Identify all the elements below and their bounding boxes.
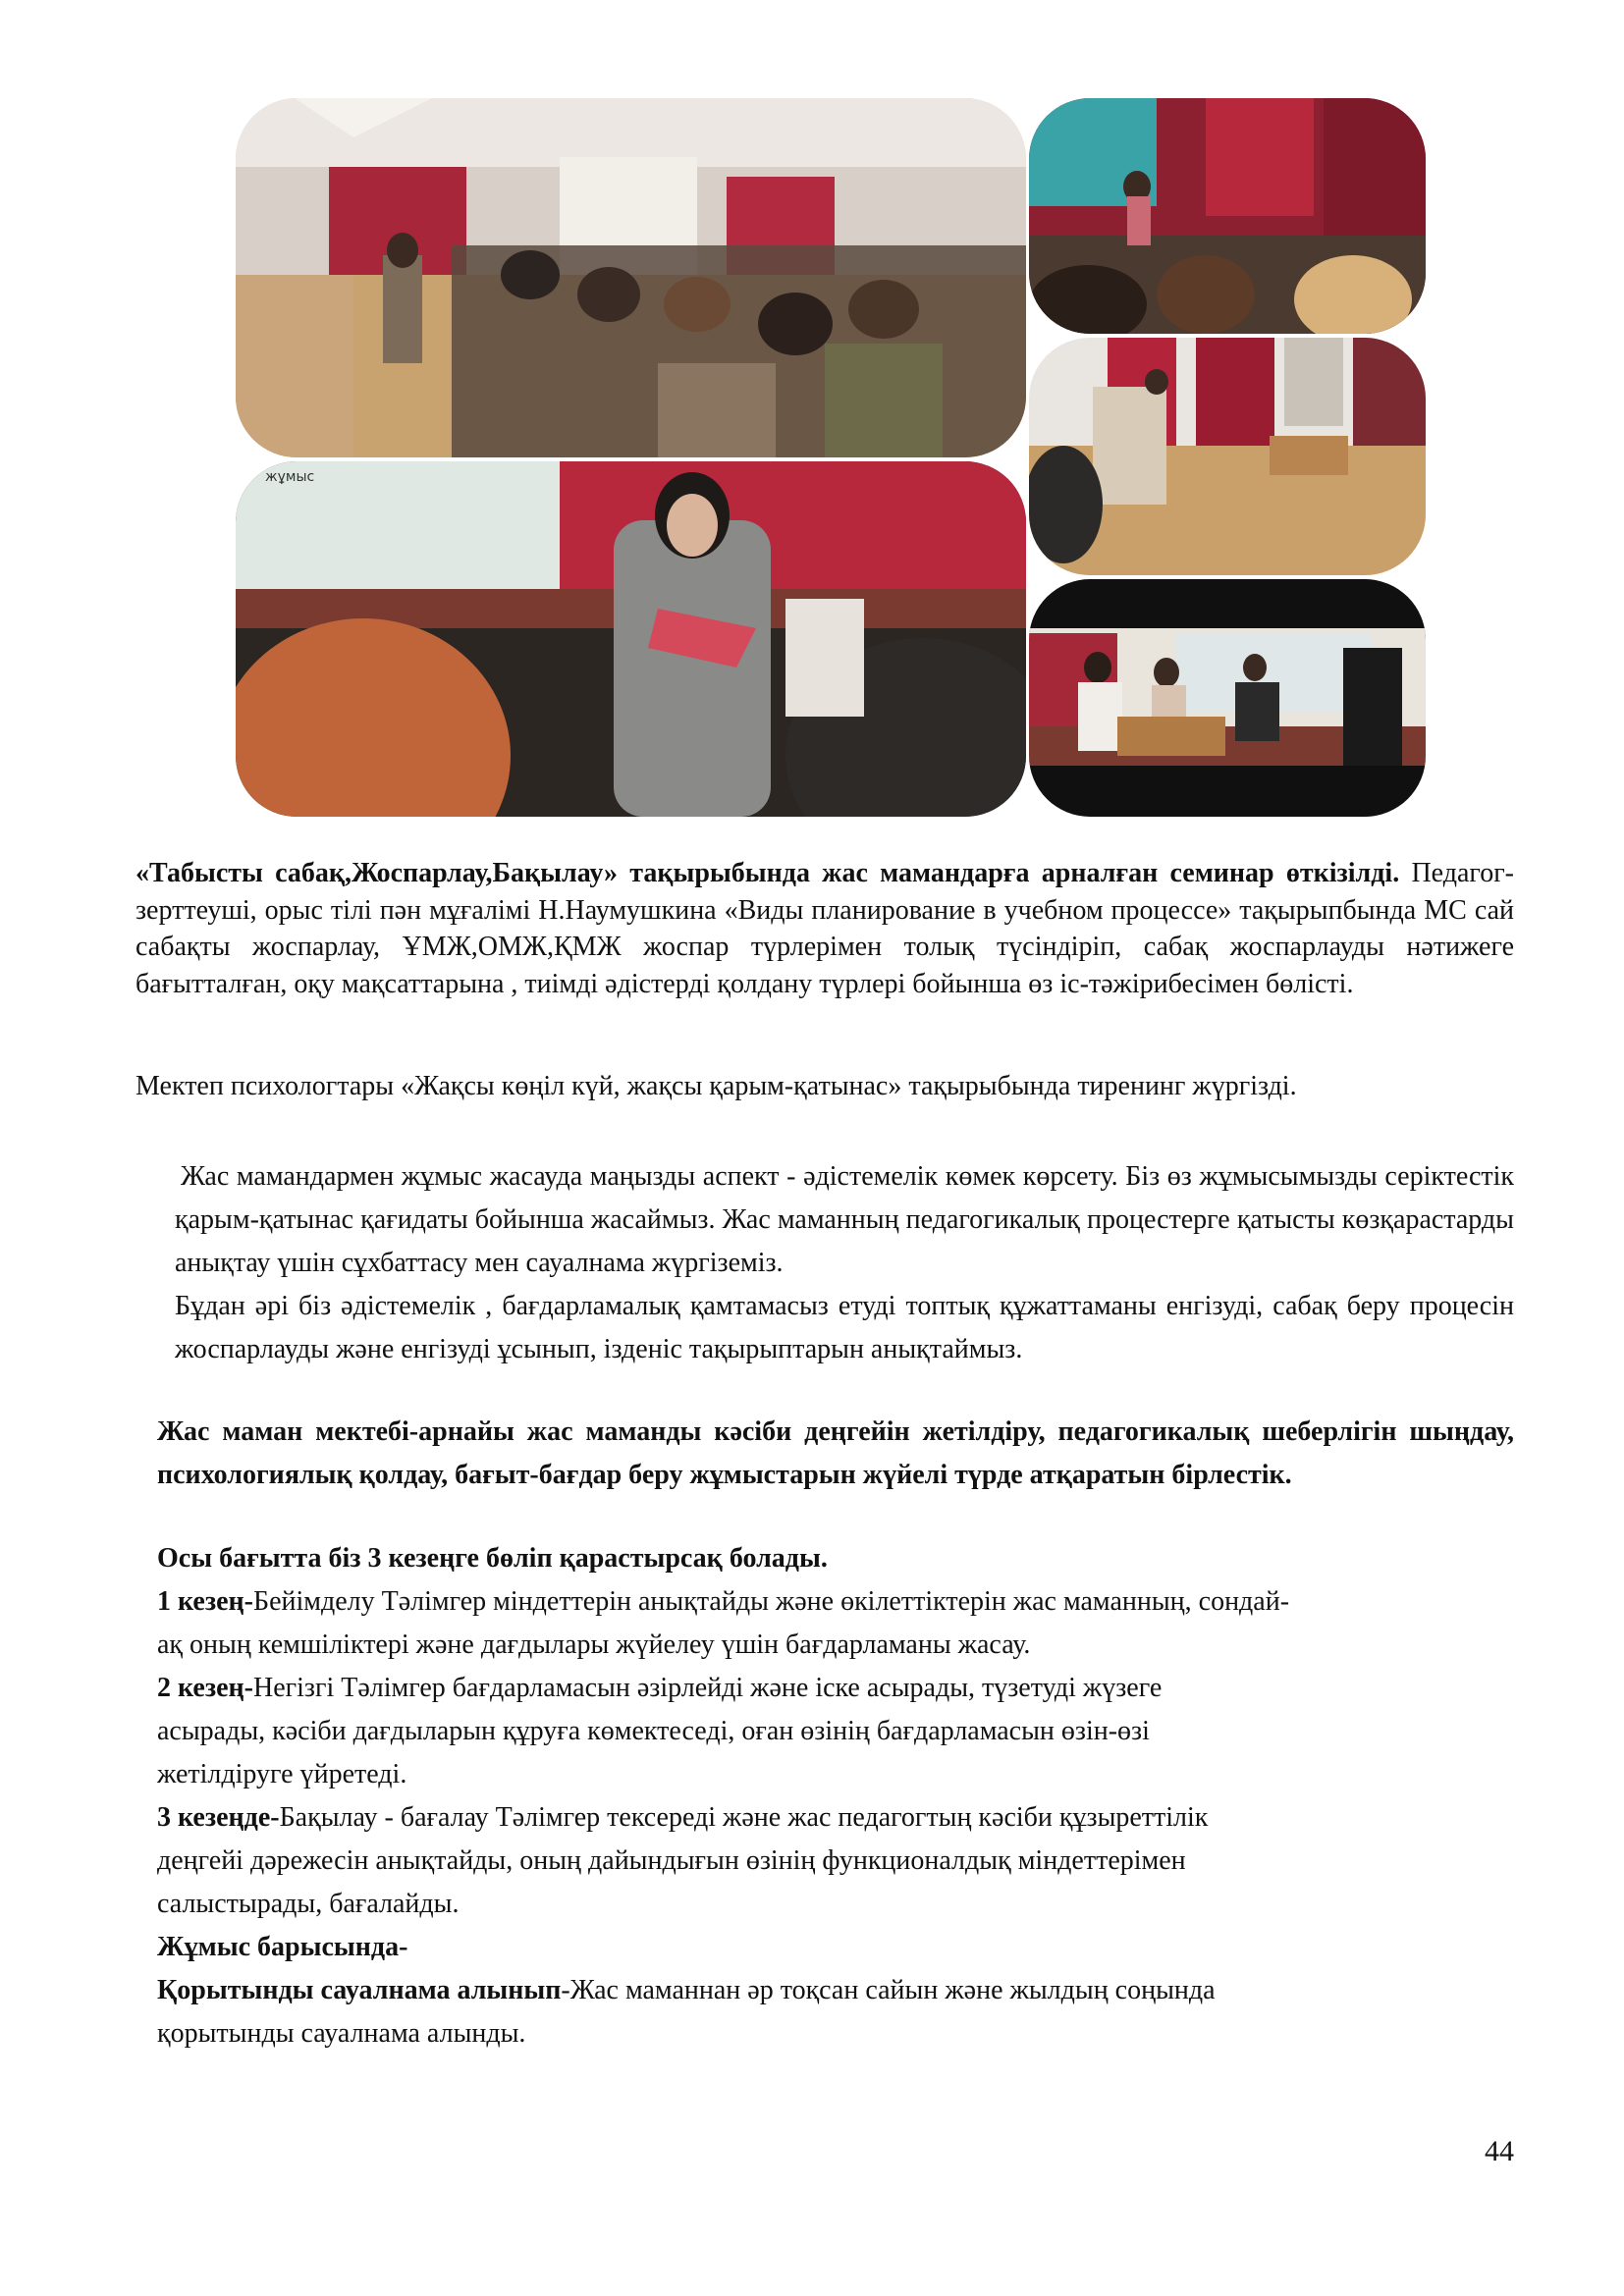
stage3-text-1: Бақылау - бағалау Тәлімгер тексереді және жас педагогтың кәсіби құзыреттілік (279, 1802, 1209, 1833)
page-number: 44 (1485, 2135, 1514, 2167)
methodology-paragraph: Жас мамандармен жұмыс жасауда маңызды аспект - әдістемелік көмек көрсету. Біз өз жұмысымызды серіктестік қарым-қатынас қағидаты бойынша жасаймыз. Жас маманның педагогикалық процестерге қатысты көзқарастарды анықтау үшін сұхбаттасу мен сауалнама жүргіземіз. (175, 1161, 1514, 1278)
stage2-line1 (157, 1673, 1162, 1704)
seminar-paragraph (135, 855, 1514, 1002)
stage2-line3: жетілдіруге үйретеді. (157, 1759, 407, 1789)
seminar-speaker-front-photo (1029, 98, 1426, 334)
seminar-title-bold: «Табысты сабақ,Жоспарлау,Бақылау» тақырыбында жас мамандарға арналған семинар өткізілді. (135, 858, 1400, 888)
stages-intro-heading: Осы бағытта біз 3 кезеңге бөліп қарастырсақ болады. (157, 1543, 828, 1574)
stage2-label: 2 кезең- (157, 1673, 253, 1703)
seminar-description: Педагог-зерттеуші, орыс тілі пән мұғалімі Н.Наумушкина «Виды планирование в учебном процессе» тақырыпбында МС сай сабақты жоспарлау, ҰМЖ,ОМЖ,ҚМЖ жоспар түрлерімен толық түсіндіріп, сабақ жоспарлауды нәтижеге бағытталған, оқу мақсаттарына , тиімді әдістерді қолдану түрлері бойынша өз іс-тәжірибесімен бөлісті. (135, 858, 1515, 999)
survey-line2: қорытынды сауалнама алынды. (157, 2018, 526, 2049)
stage1-line2: ақ оның кемшіліктері және дағдылары жүйелеу үшін бағдарламаны жасау. (157, 1629, 1031, 1660)
stage2-line2: асырады, кәсіби дағдыларын құруға көмектеседі, оған өзінің бағдарламасын өзін-өзі (157, 1716, 1150, 1746)
stage1-text-1: Бейімделу Тәлімгер міндеттерін анықтайды және өкілеттіктерін жас маманның, сондай- (253, 1586, 1290, 1617)
presenter-with-microphone-photo (236, 461, 1026, 817)
participants-holding-papers-photo (1029, 579, 1426, 817)
seminar-podium-photo (1029, 338, 1426, 575)
stage1-line1 (157, 1586, 1289, 1618)
survey-text-1: -Жас маманнан әр тоқсан сайын және жылдың соңында (561, 1975, 1216, 2005)
young-specialist-school-paragraph: Жас маман мектебі-арнайы жас маманды кәсіби деңгейін жетілдіру, педагогикалық шеберлігін шыңдау, психологиялық қолдау, бағыт-бағдар беру жұмыстарын жүйелі түрде атқаратын бірлестік. (157, 1416, 1514, 1490)
methodology-paragraphs (175, 1155, 1514, 1371)
planning-paragraph: Бұдан әрі біз әдістемелік , бағдарламалық қамтамасыз етуді топтық құжаттаманы енгізуді, сабақ беру процесін жоспарлауды және енгізуді ұсынып, ізденіс тақырыптарын анықтаймыз. (175, 1291, 1514, 1364)
survey-line1 (157, 1975, 1216, 2006)
work-progress-heading: Жұмыс барысында- (157, 1932, 408, 1962)
stage1-label: 1 кезең- (157, 1586, 253, 1617)
stage3-line3: салыстырады, бағалайды. (157, 1889, 460, 1919)
psychologist-paragraph: Мектеп психологтары «Жақсы көңіл күй, жақсы қарым-қатынас» тақырыбында тиренинг жүргізді. (135, 1071, 1297, 1101)
stage3-label: 3 кезеңде- (157, 1802, 280, 1833)
slide-text: жұмыс (265, 469, 315, 485)
seminar-audience-photo (236, 98, 1026, 457)
stage2-text-1: Негізгі Тәлімгер бағдарламасын әзірлейді және іске асырады, түзетуді жүзеге (253, 1673, 1163, 1703)
survey-label: Қорытынды сауалнама алынып (157, 1975, 562, 2005)
stage3-line1 (157, 1802, 1208, 1834)
stage3-line2: деңгейі дәрежесін анықтайды, оның дайындығын өзінің функционалдық міндеттерімен (157, 1845, 1186, 1876)
